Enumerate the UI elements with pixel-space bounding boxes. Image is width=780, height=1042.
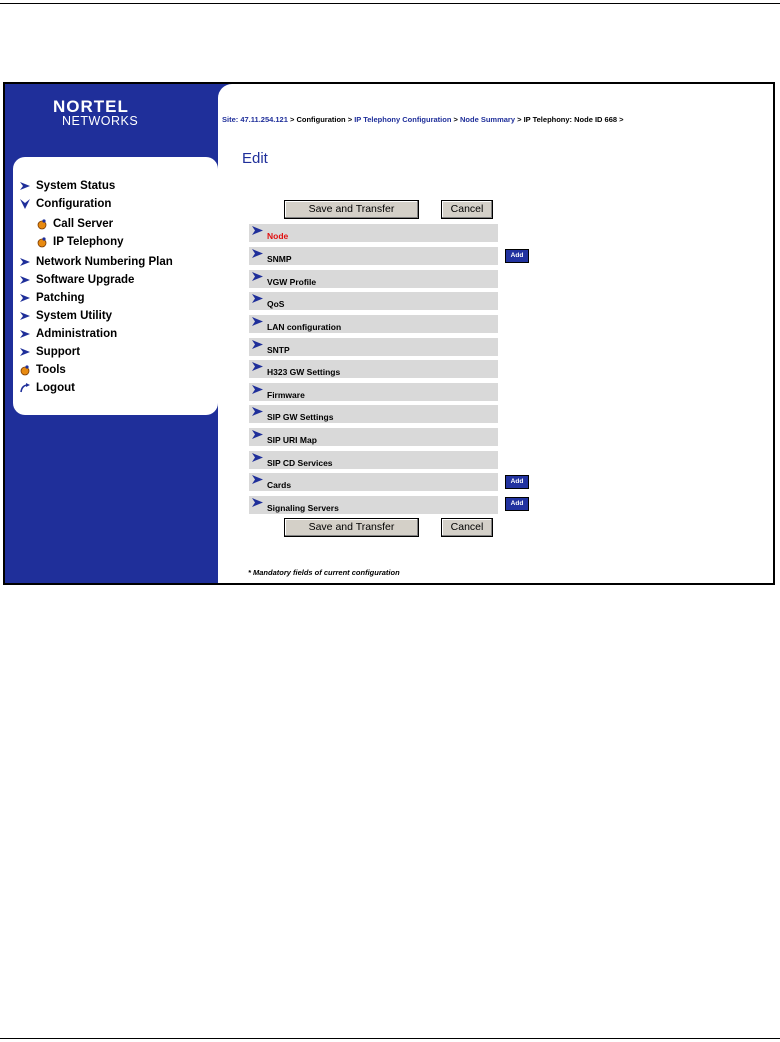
section-label: SIP GW Settings (267, 412, 334, 422)
breadcrumb (222, 115, 624, 124)
breadcrumb-separator: > (345, 115, 355, 124)
section-row-snmp[interactable] (249, 247, 498, 265)
arrow-right-icon (252, 340, 263, 349)
arrow-right-icon (252, 272, 263, 281)
arrow-right-icon (19, 274, 31, 286)
logout-icon (19, 382, 31, 394)
breadcrumb-node-summary-link[interactable]: Node Summary (459, 115, 516, 124)
sidebar-item-label: System Utility (36, 310, 113, 322)
arrow-right-icon (252, 294, 263, 303)
sidebar-item-configuration[interactable] (19, 198, 111, 210)
arrow-right-icon (252, 385, 263, 394)
breadcrumb-separator: > (515, 115, 524, 124)
breadcrumb-current: IP Telephony: Node ID 668 > (523, 115, 624, 124)
section-row-sntp[interactable] (249, 338, 498, 356)
sidebar-item-network-numbering-plan[interactable] (19, 256, 173, 268)
arrow-right-icon (19, 292, 31, 304)
arrow-right-icon (252, 407, 263, 416)
arrow-right-icon (252, 430, 263, 439)
section-label: SIP CD Services (267, 458, 333, 468)
add-signaling-servers-button[interactable]: Add (505, 497, 529, 511)
breadcrumb-separator: > (451, 115, 460, 124)
left-navigation-pane (5, 84, 218, 583)
sidebar-item-label: Network Numbering Plan (36, 256, 173, 268)
arrow-right-icon (252, 249, 263, 258)
section-row-firmware[interactable] (249, 383, 498, 401)
sidebar-item-logout[interactable] (19, 382, 75, 394)
sidebar-menu (13, 157, 218, 415)
breadcrumb-ip-telephony-configuration-link[interactable]: IP Telephony Configuration (354, 115, 452, 124)
section-label: VGW Profile (267, 277, 317, 287)
nortel-logo (53, 98, 138, 128)
section-label: H323 GW Settings (267, 367, 341, 377)
section-label: SIP URI Map (267, 435, 317, 445)
top-page-rule (0, 3, 780, 4)
section-label: Firmware (267, 390, 305, 400)
arrow-right-icon (252, 362, 263, 371)
section-label: Node (267, 231, 289, 241)
sidebar-item-software-upgrade[interactable] (19, 274, 134, 286)
section-label: LAN configuration (267, 322, 342, 332)
bullet-icon (36, 236, 48, 248)
section-row-sip-gw-settings[interactable] (249, 405, 498, 423)
section-label: SNTP (267, 345, 290, 355)
section-label: QoS (267, 299, 285, 309)
sidebar-item-label: Configuration (36, 198, 112, 210)
save-and-transfer-button-top[interactable]: Save and Transfer (284, 200, 419, 219)
section-row-vgw-profile[interactable] (249, 270, 498, 288)
sidebar-item-label: IP Telephony (53, 236, 124, 248)
chevron-down-icon (19, 198, 31, 210)
section-label: Cards (267, 480, 292, 490)
section-row-sip-cd-services[interactable] (249, 451, 498, 469)
section-row-qos[interactable] (249, 292, 498, 310)
logo-line-2: NETWORKS (62, 114, 139, 128)
sidebar-item-label: Tools (36, 364, 66, 376)
section-row-sip-uri-map[interactable] (249, 428, 498, 446)
cancel-button-top[interactable]: Cancel (441, 200, 493, 219)
sidebar-item-tools[interactable] (19, 364, 66, 376)
sidebar-item-label: System Status (36, 180, 116, 192)
bullet-icon (19, 364, 31, 376)
breadcrumb-separator: > (287, 115, 297, 124)
add-snmp-button[interactable]: Add (505, 249, 529, 263)
arrow-right-icon (19, 328, 31, 340)
bullet-icon (36, 218, 48, 230)
sidebar-item-label: Support (36, 346, 81, 358)
section-row-signaling-servers[interactable] (249, 496, 498, 514)
sidebar-item-ip-telephony[interactable] (36, 236, 124, 248)
sidebar-item-system-status[interactable] (19, 180, 115, 192)
section-row-cards[interactable] (249, 473, 498, 491)
section-row-node[interactable] (249, 224, 498, 242)
breadcrumb-configuration[interactable]: Configuration (296, 115, 346, 124)
add-cards-button[interactable]: Add (505, 475, 529, 489)
arrow-right-icon (19, 256, 31, 268)
sidebar-item-system-utility[interactable] (19, 310, 112, 322)
logo-line-1: NORTEL (53, 97, 129, 116)
sidebar-item-call-server[interactable] (36, 218, 113, 230)
sidebar-item-label: Logout (36, 382, 75, 394)
sidebar-item-patching[interactable] (19, 292, 85, 304)
mandatory-fields-footnote: * Mandatory fields of current configuration (248, 568, 400, 577)
arrow-right-icon (252, 317, 263, 326)
cancel-button-bottom[interactable]: Cancel (441, 518, 493, 537)
arrow-right-icon (19, 310, 31, 322)
arrow-right-icon (252, 226, 263, 235)
browser-frame (3, 82, 775, 585)
section-row-lan-configuration[interactable] (249, 315, 498, 333)
section-row-h323-gw-settings[interactable] (249, 360, 498, 378)
save-and-transfer-button-bottom[interactable]: Save and Transfer (284, 518, 419, 537)
main-content (218, 84, 773, 583)
arrow-right-icon (19, 346, 31, 358)
sidebar-item-administration[interactable] (19, 328, 117, 340)
page-title: Edit (242, 150, 268, 167)
sidebar-item-label: Call Server (53, 218, 114, 230)
sidebar-item-label: Administration (36, 328, 118, 340)
arrow-right-icon (252, 498, 263, 507)
sidebar-item-label: Software Upgrade (36, 274, 135, 286)
bottom-page-rule (0, 1038, 780, 1039)
sidebar-item-support[interactable] (19, 346, 80, 358)
section-label: Signaling Servers (267, 503, 339, 513)
arrow-right-icon (19, 180, 31, 192)
breadcrumb-site-link[interactable]: Site: 47.11.254.121 (222, 115, 288, 124)
arrow-right-icon (252, 453, 263, 462)
arrow-right-icon (252, 475, 263, 484)
section-label: SNMP (267, 254, 292, 264)
sidebar-item-label: Patching (36, 292, 85, 304)
